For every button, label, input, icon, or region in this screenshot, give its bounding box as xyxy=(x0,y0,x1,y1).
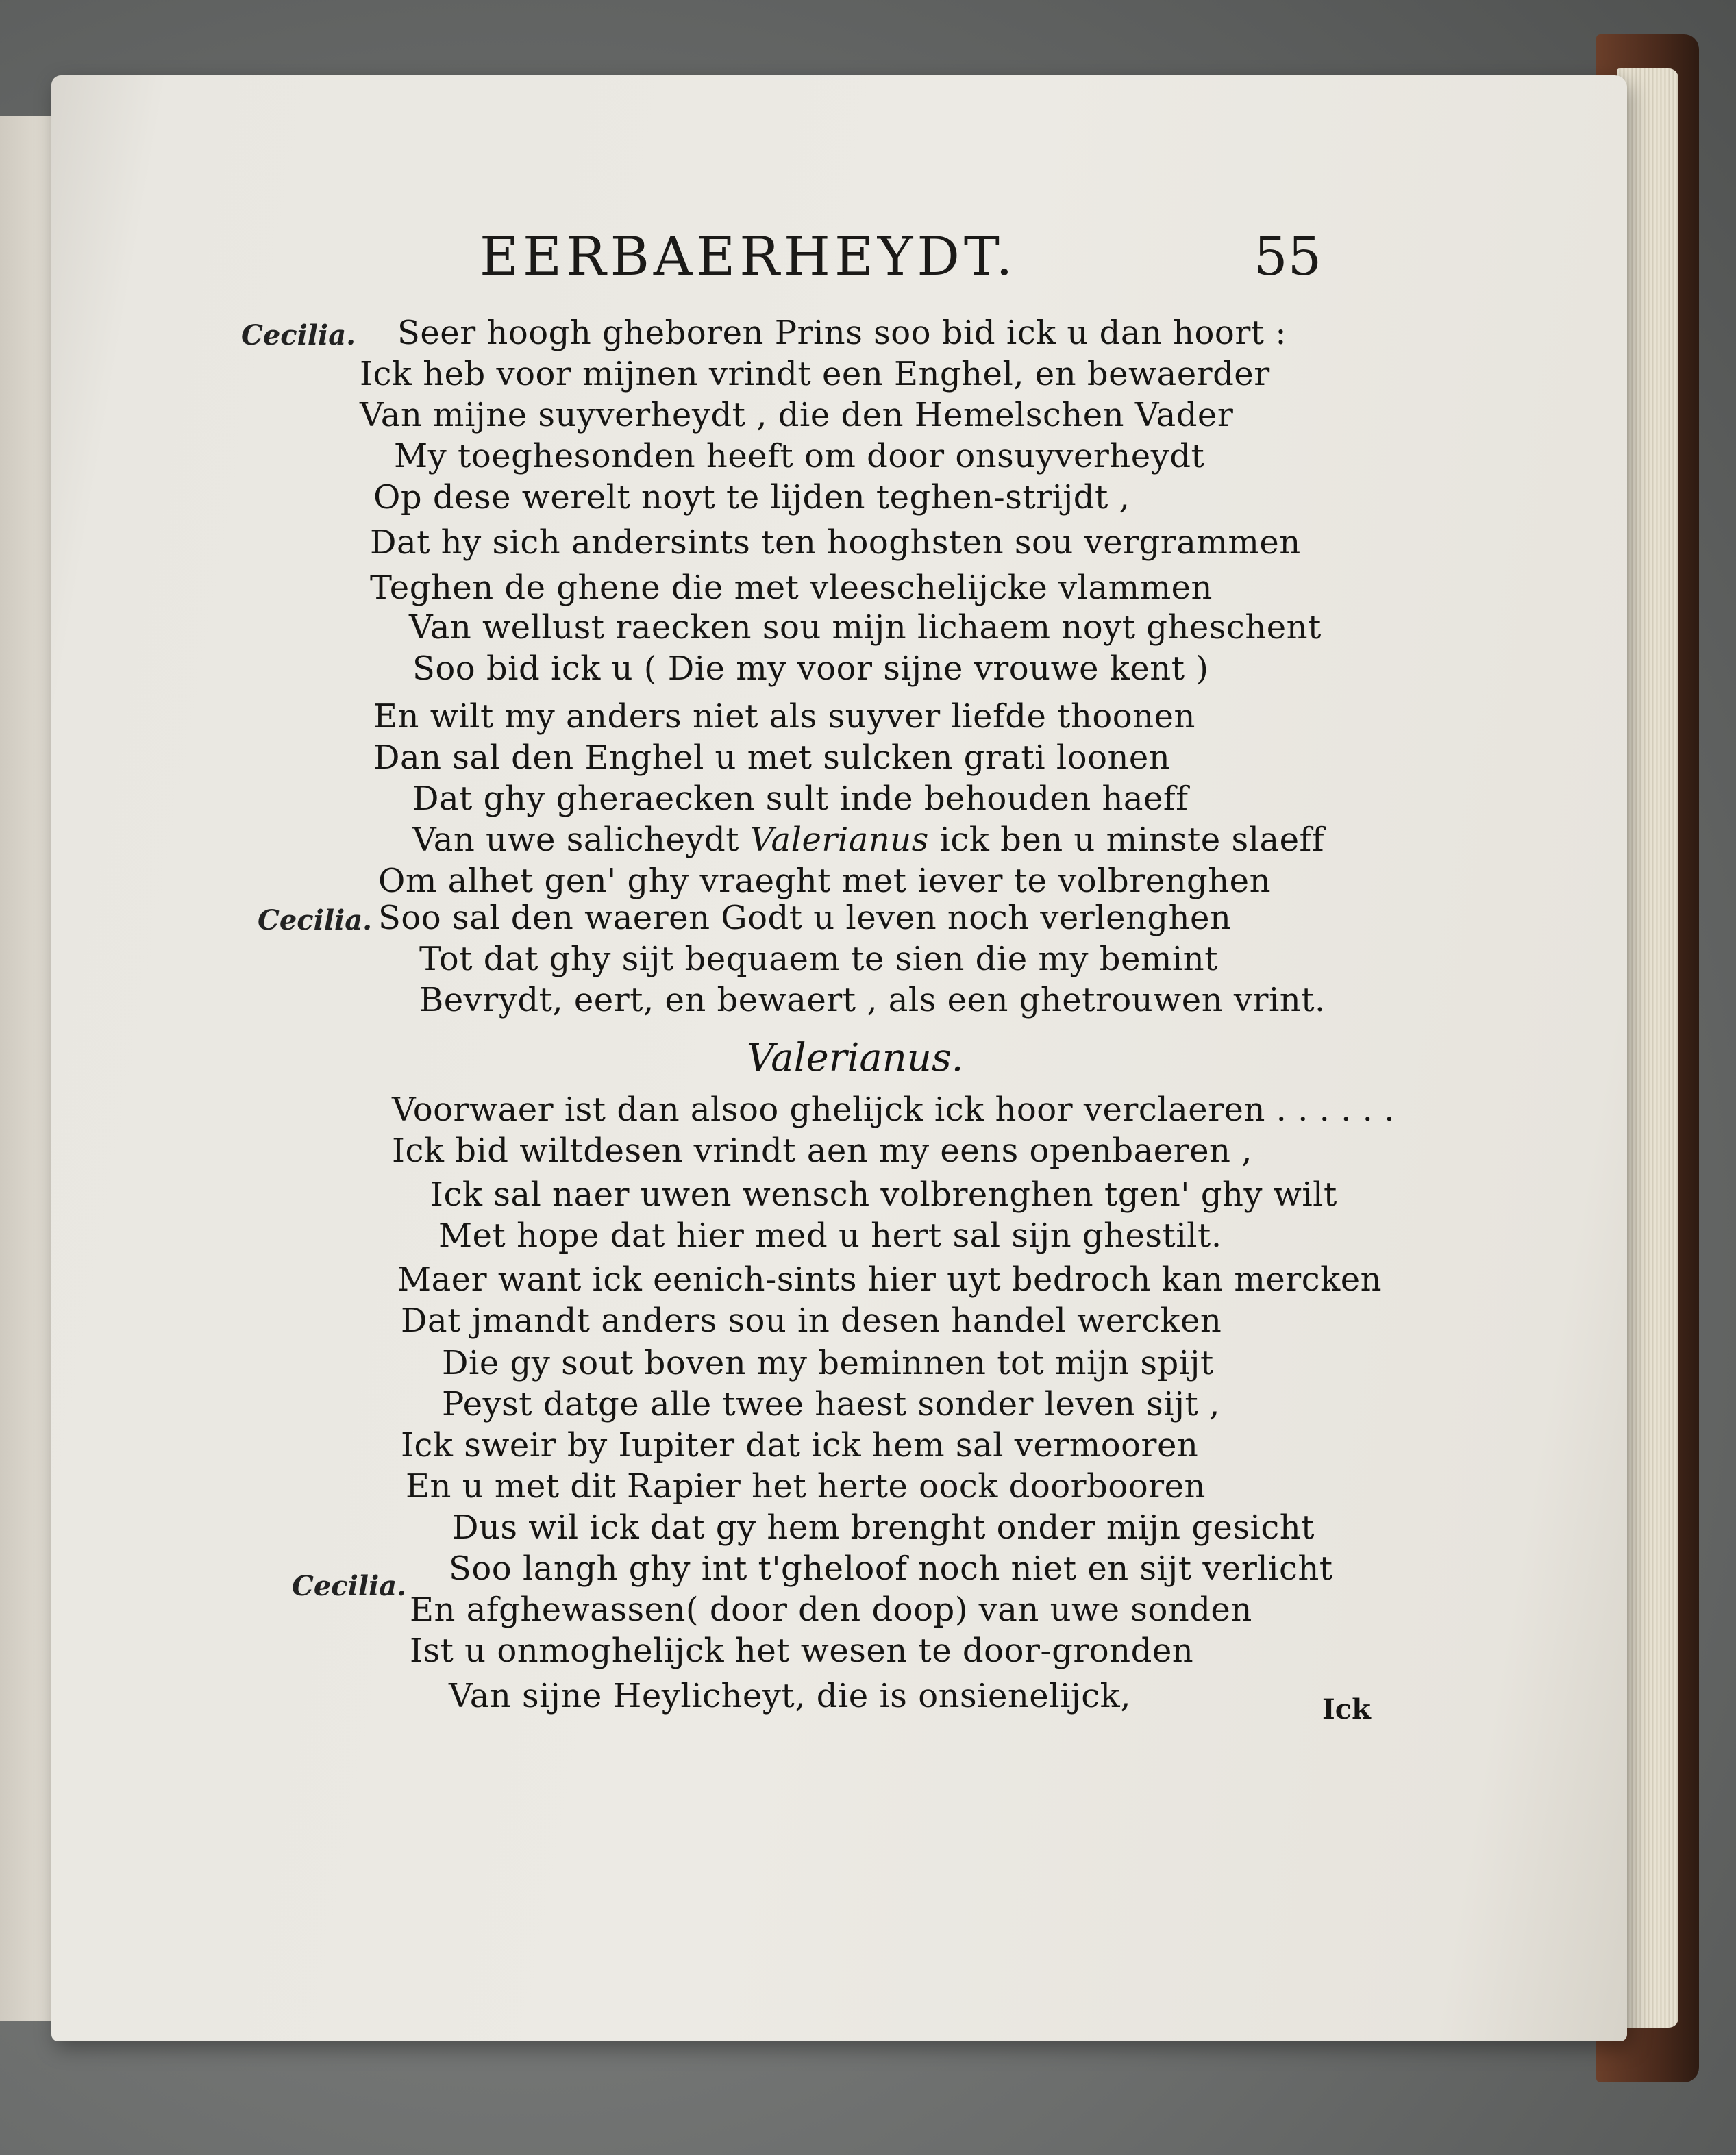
verse-line: Die gy sout boven my beminnen tot mijn spijt xyxy=(442,1344,1214,1382)
verse-line: Van wellust raecken sou mijn lichaem noyt gheschent xyxy=(409,608,1322,647)
verse-line: Ick bid wiltdesen vrindt aen my eens openbaeren , xyxy=(392,1132,1252,1170)
verse-line: Op dese werelt noyt te lijden teghen-strijdt , xyxy=(373,478,1130,516)
verse-line: Ick heb voor mijnen vrindt een Enghel, en bewaerder xyxy=(360,355,1270,393)
verse-text: Van uwe salicheydt xyxy=(412,821,739,859)
speaker-label: Cecilia. xyxy=(258,904,373,936)
verse-line: Soo sal den waeren Godt u leven noch verlenghen xyxy=(378,899,1232,937)
verse-line: Dan sal den Enghel u met sulcken grati loonen xyxy=(373,738,1171,777)
verse-line: Teghen de ghene die met vleeschelijcke vlammen xyxy=(370,569,1213,607)
verse-line: Van mijne suyverheydt , die den Hemelschen Vader xyxy=(360,396,1234,434)
verse-line: My toeghesonden heeft om door onsuyverheydt xyxy=(394,437,1205,475)
verse-line: En wilt my anders niet als suyver liefde thoonen xyxy=(373,697,1195,736)
verse-line: Met hope dat hier med u hert sal sijn ghestilt. xyxy=(438,1217,1222,1255)
verse-line: Dat hy sich andersints ten hooghsten sou vergrammen xyxy=(370,523,1301,562)
verse-line: Maer want ick eenich-sints hier uyt bedroch kan mercken xyxy=(397,1260,1382,1299)
verse-line: Soo langh ghy int t'gheloof noch niet en sijt verlicht xyxy=(449,1549,1333,1588)
running-head: EERBAERHEYDT. xyxy=(480,226,1017,288)
page-number: 55 xyxy=(1254,226,1322,288)
verse-line: Dus wil ick dat gy hem brenght onder mijn gesicht xyxy=(452,1508,1315,1547)
speaker-heading: Valerianus. xyxy=(747,1036,964,1080)
catchword: Ick xyxy=(1322,1693,1371,1726)
verse-line: En u met dit Rapier het herte oock doorbooren xyxy=(406,1467,1206,1506)
verse-line: Peyst datge alle twee haest sonder leven sijt , xyxy=(442,1385,1220,1423)
verse-line xyxy=(412,821,1324,859)
speaker-label: Cecilia. xyxy=(241,319,356,351)
verse-line: Ick sweir by Iupiter dat ick hem sal vermooren xyxy=(401,1426,1199,1465)
verse-text: ick ben u minste slaeff xyxy=(939,821,1325,859)
verse-line: Seer hoogh gheboren Prins soo bid ick u dan hoort : xyxy=(397,314,1287,352)
verse-line: Tot dat ghy sijt bequaem te sien die my bemint xyxy=(419,940,1218,978)
verse-line: Bevrydt, eert, en bewaert , als een ghetrouwen vrint. xyxy=(419,981,1326,1019)
name-in-text: Valerianus xyxy=(749,821,929,859)
verse-line: Ist u onmoghelijck het wesen te door-gronden xyxy=(410,1632,1194,1670)
verse-line: Ick sal naer uwen wensch volbrenghen tgen' ghy wilt xyxy=(430,1175,1337,1214)
verse-line: Dat jmandt anders sou in desen handel wercken xyxy=(401,1301,1222,1340)
verse-line: Voorwaer ist dan alsoo ghelijck ick hoor verclaeren . . . . . . xyxy=(392,1091,1395,1129)
speaker-label: Cecilia. xyxy=(292,1570,407,1602)
verse-line: Om alhet gen' ghy vraeght met iever te volbrenghen xyxy=(378,862,1271,900)
verse-line: Van sijne Heylicheyt, die is onsienelijck, xyxy=(449,1677,1132,1715)
verse-line: Dat ghy gheraecken sult inde behouden haeff xyxy=(412,780,1189,818)
verse-line: En afghewassen( door den doop) van uwe sonden xyxy=(410,1591,1252,1629)
verse-line: Soo bid ick u ( Die my voor sijne vrouwe kent ) xyxy=(412,649,1209,688)
